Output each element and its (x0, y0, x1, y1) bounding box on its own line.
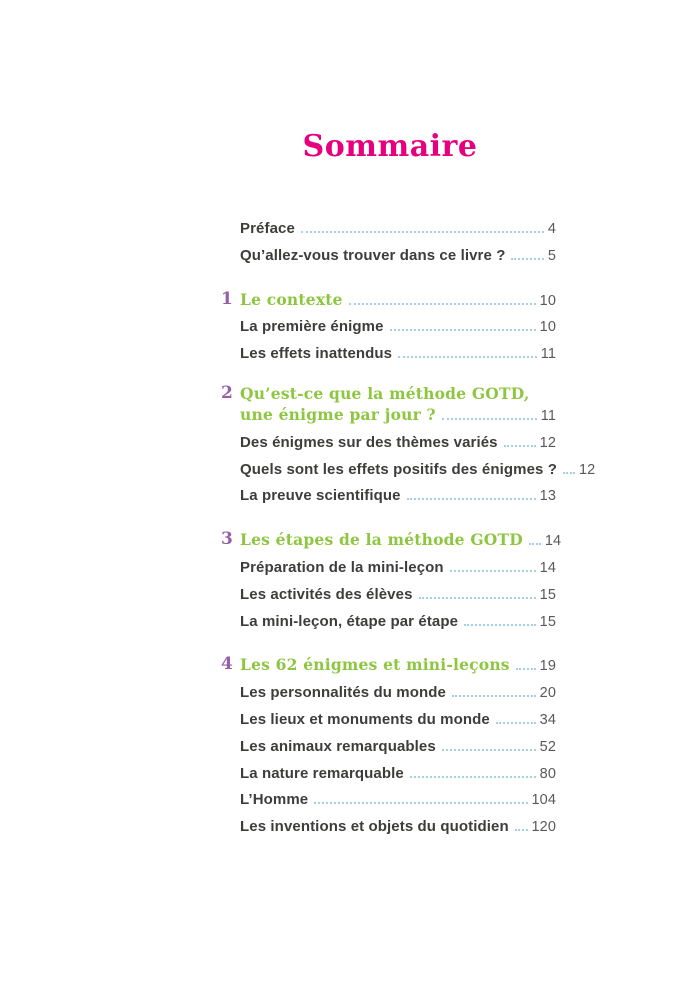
toc-entry-label: Qu’allez-vous trouver dans ce livre ? (240, 246, 506, 264)
toc-entry-label: Les animaux remarquables (240, 737, 436, 755)
page-title: Sommaire (302, 129, 478, 164)
toc (221, 216, 596, 841)
toc-entry-page: 19 (539, 658, 556, 675)
toc-entry-page: 10 (539, 319, 556, 336)
toc-entry-label: une énigme par jour ? (240, 404, 436, 424)
toc-entry-page: 120 (531, 819, 556, 836)
toc-entry (240, 734, 556, 761)
toc-entry-label: La mini-leçon, étape par étape (240, 612, 459, 630)
dotted-leader (419, 593, 536, 599)
toc-entry (240, 341, 556, 368)
toc-entry (240, 555, 556, 582)
toc-entry-label: Les lieux et monuments du monde (240, 710, 490, 728)
dotted-leader (452, 691, 536, 697)
toc-entry (240, 707, 556, 734)
section-number: 1 (221, 288, 233, 309)
dotted-leader (450, 566, 536, 572)
dotted-leader (442, 745, 536, 751)
toc-entry-label: Préparation de la mini-leçon (240, 558, 444, 576)
toc-entry (221, 287, 556, 315)
toc-entry (240, 609, 556, 636)
toc-entry (240, 314, 556, 341)
toc-entry-label: Préface (240, 220, 295, 237)
dotted-leader (349, 299, 536, 305)
toc-section (221, 652, 556, 841)
toc-entry-label: Qu’est-ce que la méthode GOTD, (240, 383, 530, 403)
section-number: 3 (221, 529, 233, 550)
toc-entry-label: Les 62 énigmes et mini-leçons (240, 655, 510, 675)
toc-section (221, 287, 556, 368)
toc-entry-label: Des énigmes sur des thèmes variés (240, 433, 498, 451)
dotted-leader (516, 664, 536, 670)
toc-entry (240, 430, 556, 457)
toc-entry (221, 382, 556, 403)
toc-entry (240, 787, 556, 814)
toc-entry-label: Les activités des élèves (240, 585, 413, 603)
toc-entry (221, 652, 556, 680)
dotted-leader (496, 718, 536, 724)
toc-entry-label: Le contexte (240, 289, 343, 309)
toc-entry-page: 104 (531, 792, 556, 809)
dotted-leader (314, 798, 527, 804)
toc-entry-page: 80 (539, 765, 556, 782)
toc-section (221, 382, 596, 510)
dotted-leader (515, 825, 528, 831)
toc-entry-page: 13 (539, 488, 556, 505)
toc-entry (240, 814, 556, 841)
toc-entry-page: 14 (539, 559, 556, 576)
toc-entry-label: Les effets inattendus (240, 345, 393, 363)
toc-entry-page: 14 (544, 533, 562, 550)
toc-entry-label: La nature remarquable (240, 764, 404, 782)
toc-entry-label: Les inventions et objets du quotidien (240, 818, 509, 836)
section-number: 4 (221, 654, 233, 675)
dotted-leader (301, 227, 544, 233)
toc-entry (240, 680, 556, 707)
toc-entry-page: 12 (539, 434, 556, 451)
toc-entry (240, 457, 596, 484)
toc-entry (240, 216, 556, 243)
toc-entry (240, 243, 556, 270)
toc-entry (221, 527, 562, 555)
dotted-leader (410, 772, 536, 778)
toc-entry (240, 582, 556, 609)
toc-entry-label: Quels sont les effets positifs des énigmes ? (240, 460, 557, 478)
section-number: 2 (221, 382, 233, 403)
toc-entry-page: 4 (547, 221, 556, 237)
dotted-leader (511, 254, 543, 260)
toc-entry-page: 34 (539, 711, 556, 728)
toc-entry-label: La preuve scientifique (240, 487, 401, 505)
toc-entry-page: 5 (547, 247, 556, 264)
toc-entry-page: 12 (578, 461, 596, 478)
toc-entry (240, 761, 556, 788)
toc-entry-page: 15 (539, 613, 556, 630)
dotted-leader (442, 414, 537, 420)
dotted-leader (398, 352, 537, 358)
toc-entry-page: 20 (539, 685, 556, 702)
dotted-leader (390, 325, 536, 331)
toc-entry-page: 52 (539, 738, 556, 755)
toc-entry-page: 11 (540, 346, 556, 363)
toc-entry-label: La première énigme (240, 318, 384, 336)
toc-entry-label: L’Homme (240, 791, 309, 809)
toc-entry-page: 15 (539, 586, 556, 603)
dotted-leader (529, 539, 541, 545)
toc-entry-label: Les personnalités du monde (240, 684, 446, 702)
toc-entry-page: 10 (539, 292, 556, 309)
toc-entry-page: 11 (540, 407, 556, 424)
dotted-leader (464, 620, 536, 626)
dotted-leader (504, 441, 536, 447)
toc-entry (240, 402, 556, 430)
dotted-leader (407, 494, 536, 500)
toc-section (221, 527, 562, 635)
dotted-leader (563, 468, 575, 474)
toc-entry-label: Les étapes de la méthode GOTD (240, 530, 523, 550)
toc-entry (240, 483, 556, 510)
